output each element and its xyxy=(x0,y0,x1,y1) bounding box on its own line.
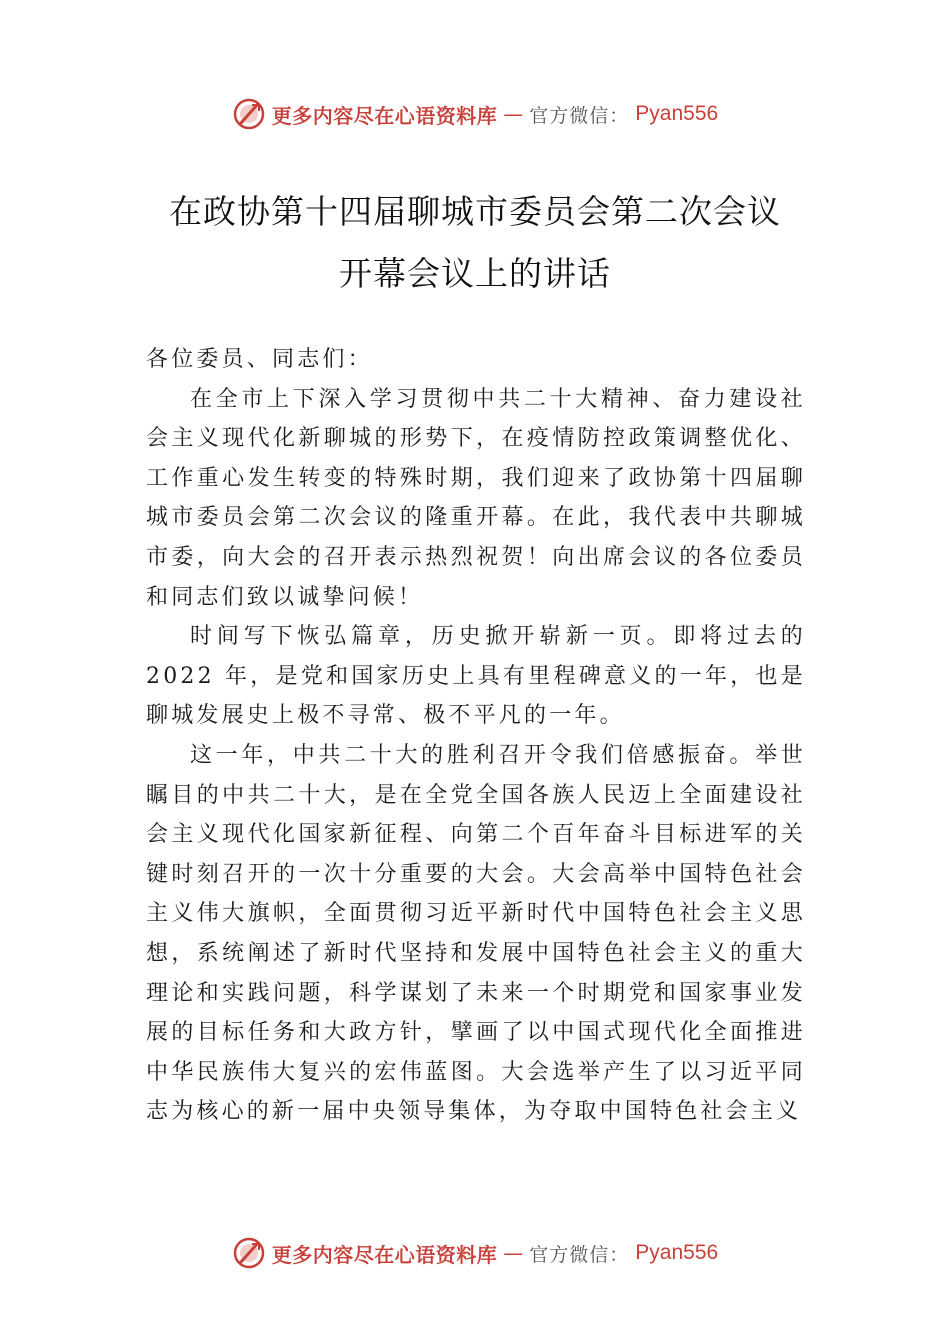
watermark-separator: — xyxy=(503,1241,524,1265)
watermark-banner-bottom xyxy=(0,1233,950,1273)
document-title-line-1: 在政协第十四届聊城市委员会第二次会议 xyxy=(169,192,781,231)
watermark-wechat-id: Pyan556 xyxy=(635,1241,719,1264)
red-seal-logo-icon xyxy=(232,1236,266,1270)
document-title-line-2: 开幕会议上的讲话 xyxy=(339,254,611,293)
document-body xyxy=(146,340,806,1132)
watermark-brand-text: 更多内容尽在心语资料库 xyxy=(271,1242,498,1267)
watermark-wechat-id: Pyan556 xyxy=(635,102,719,125)
paragraph: 这一年，中共二十大的胜利召开令我们倍感振奋。举世瞩目的中共二十大，是在全党全国各族人民迈上全面建设社会主义现代化国家新征程、向第二个百年奋斗目标进军的关键时刻召开的一次十分重要的大会。大会高举中国特色社会主义伟大旗帜，全面贯彻习近平新时代中国特色社会主义思想，系统阐述了新时代坚持和发展中国特色社会主义的重大理论和实践问题，科学谋划了未来一个时期党和国家事业发展的目标任务和大政方针，擘画了以中国式现代化全面推进中华民族伟大复兴的宏伟蓝图。大会选举产生了以习近平同志为核心的新一届中央领导集体，为夺取中国特色社会主义 xyxy=(146,742,806,1125)
paragraph: 在全市上下深入学习贯彻中共二十大精神、奋力建设社会主义现代化新聊城的形势下，在疫情防控政策调整优化、 工作重心发生转变的特殊时期，我们迎来了政协第十四届聊城市委员会第二次会议的隆重开幕。在此，我代表中共聊城市委，向大会的召开表示热烈祝贺！向出席会议的各位委员和同志们致以诚挚问候！ xyxy=(146,386,806,610)
watermark-separator: — xyxy=(503,102,524,126)
watermark-label: 官方微信： xyxy=(529,104,630,127)
salutation: 各位委员、同志们： xyxy=(146,347,373,372)
watermark-banner-top xyxy=(0,94,950,134)
watermark-brand-text: 更多内容尽在心语资料库 xyxy=(271,103,498,128)
watermark-label: 官方微信： xyxy=(529,1243,630,1266)
paragraph: 时间写下恢弘篇章，历史掀开崭新一页。即将过去的2022 年，是党和国家历史上具有里程碑意义的一年，也是聊城发展史上极不寻常、极不平凡的一年。 xyxy=(146,624,806,729)
red-seal-logo-icon xyxy=(232,97,266,131)
